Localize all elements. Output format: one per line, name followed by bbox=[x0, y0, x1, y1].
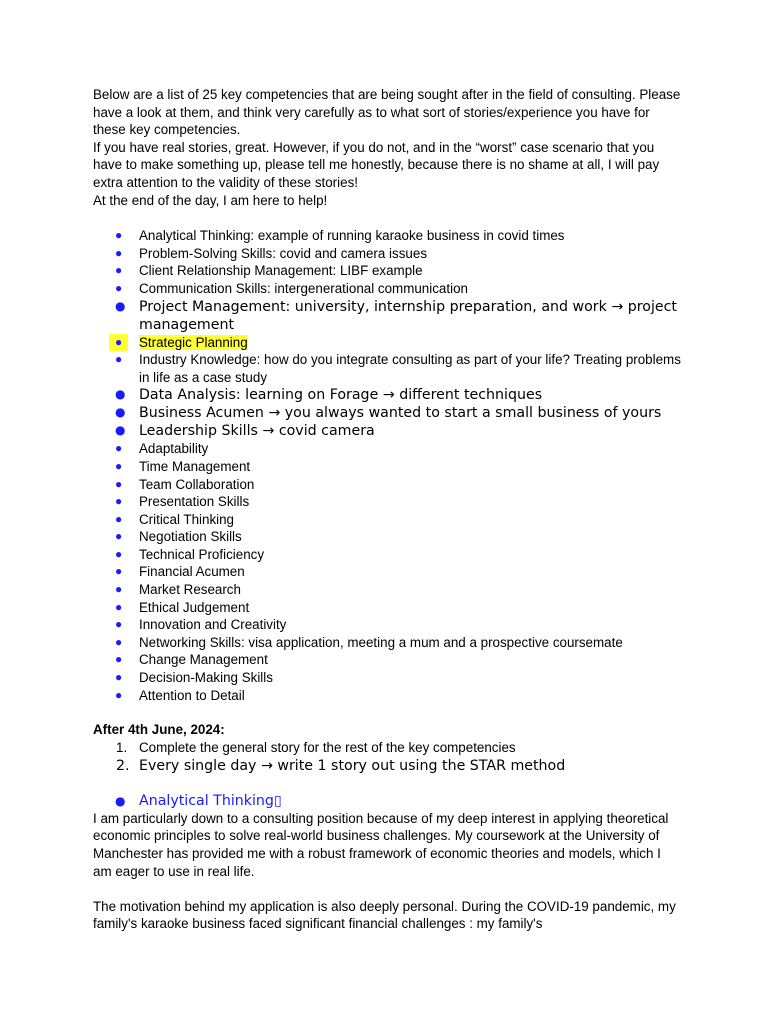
bullet-icon: ● bbox=[115, 280, 123, 295]
list-item: ● Team Collaboration bbox=[115, 476, 255, 492]
bullet-icon: ● bbox=[115, 670, 123, 685]
bullet-icon: ● bbox=[115, 423, 126, 438]
list-item: ● Presentation Skills bbox=[115, 494, 250, 510]
list-item: ● Technical Proficiency bbox=[115, 546, 265, 562]
list-item: ● Networking Skills: visa application, meeting a mum and a prospective coursemate bbox=[115, 634, 623, 650]
list-item: ● Data Analysis: learning on Forage → different techniques bbox=[115, 387, 543, 404]
missing-glyph-icon: ▯ bbox=[273, 792, 282, 809]
bullet-icon: ● bbox=[115, 511, 123, 526]
list-item: ● Change Management bbox=[115, 652, 268, 668]
list-item: ● Decision-Making Skills bbox=[115, 670, 273, 686]
list-item: ● Critical Thinking bbox=[115, 511, 235, 527]
bullet-icon: ● bbox=[115, 582, 123, 597]
bullet-icon: ● bbox=[115, 494, 123, 509]
bullet-icon: ● bbox=[115, 441, 123, 456]
list-item: ● Analytical Thinking: example of running karaoke business in covid times bbox=[115, 228, 565, 244]
list-item: ● Time Management bbox=[115, 458, 251, 474]
bullet-icon: ● bbox=[115, 687, 123, 702]
list-item: ● Problem-Solving Skills: covid and camera issues bbox=[115, 245, 428, 261]
body-paragraph-1: I am particularly down to a consulting position because of my deep interest in applying theoretical economic principles to solve real-world business challenges. My coursework at the University of Manchester has provided me with a robust framework of economic theories and models, which I am eager to use in real life. bbox=[93, 810, 669, 879]
bullet-icon: ● bbox=[115, 298, 126, 313]
list-item: ● Client Relationship Management: LIBF example bbox=[115, 263, 423, 279]
list-item-highlighted: ● Strategic Planning bbox=[93, 334, 683, 352]
bullet-icon: ● bbox=[115, 546, 123, 561]
bullet-icon: ● bbox=[115, 617, 123, 632]
bullet-icon: ● bbox=[115, 263, 123, 278]
bullet-icon: ● bbox=[115, 599, 123, 614]
bullet-icon: ● bbox=[115, 352, 123, 367]
after-list bbox=[93, 739, 683, 775]
list-item: ● Project Management: university, internship preparation, and work → project management bbox=[115, 298, 677, 333]
list-item: ● Innovation and Creativity bbox=[115, 617, 287, 633]
bullet-icon: ● bbox=[115, 652, 123, 667]
document-page bbox=[93, 86, 683, 933]
body-paragraph-2: The motivation behind my application is also deeply personal. During the COVID-19 pandemic, my family's karaoke business faced significant financial challenges : my family's bbox=[93, 898, 676, 932]
intro-paragraph-1: Below are a list of 25 key competencies that are being sought after in the field of consulting. Please have a look at them, and think very carefully as to what sort of stories/experience you have for these key competencies. bbox=[93, 87, 681, 138]
bullet-icon: ● bbox=[115, 793, 126, 808]
bullet-icon: ● bbox=[115, 228, 123, 243]
bullet-icon: ● bbox=[115, 634, 123, 649]
bullet-icon: ● bbox=[115, 405, 126, 420]
section-title: Analytical Thinking bbox=[139, 792, 274, 809]
list-number: 2. bbox=[116, 757, 130, 774]
list-item: ● Market Research bbox=[115, 582, 241, 598]
list-item: ● Leadership Skills → covid camera bbox=[115, 423, 375, 440]
intro-paragraph-3: At the end of the day, I am here to help! bbox=[93, 192, 328, 208]
list-item: ● Adaptability bbox=[115, 441, 209, 457]
bullet-icon: ● bbox=[109, 334, 128, 352]
bullet-icon: ● bbox=[115, 387, 126, 402]
list-item: ● Ethical Judgement bbox=[115, 599, 250, 615]
list-item: ● Industry Knowledge: how do you integrate consulting as part of your life? Treating problems in life as a case study bbox=[115, 352, 681, 385]
list-item: 2. Every single day → write 1 story out using the STAR method bbox=[116, 757, 566, 774]
after-heading: After 4th June, 2024: bbox=[93, 722, 225, 738]
competency-list bbox=[93, 227, 683, 704]
intro-text bbox=[93, 86, 683, 209]
bullet-icon: ● bbox=[115, 529, 123, 544]
list-item: ● Communication Skills: intergenerational communication bbox=[115, 280, 468, 296]
list-number: 1. bbox=[116, 740, 128, 756]
bullet-icon: ● bbox=[115, 458, 123, 473]
list-item: 1. Complete the general story for the rest of the key competencies bbox=[116, 740, 516, 756]
bullet-icon: ● bbox=[115, 564, 123, 579]
section-body bbox=[93, 810, 683, 933]
section-heading-analytical-thinking[interactable] bbox=[93, 792, 683, 810]
list-item: ● Financial Acumen bbox=[115, 564, 245, 580]
list-item: ● Negotiation Skills bbox=[115, 529, 242, 545]
bullet-icon: ● bbox=[115, 245, 123, 260]
list-item: ● Attention to Detail bbox=[115, 687, 245, 703]
list-item: ● Business Acumen → you always wanted to start a small business of yours bbox=[115, 405, 662, 422]
intro-paragraph-2: If you have real stories, great. However, if you do not, and in the “worst” case scenario that you have to make something up, please tell me honestly, because there is no shame at all, I will pay extra attention to the validity of these stories! bbox=[93, 139, 660, 190]
bullet-icon: ● bbox=[115, 476, 123, 491]
